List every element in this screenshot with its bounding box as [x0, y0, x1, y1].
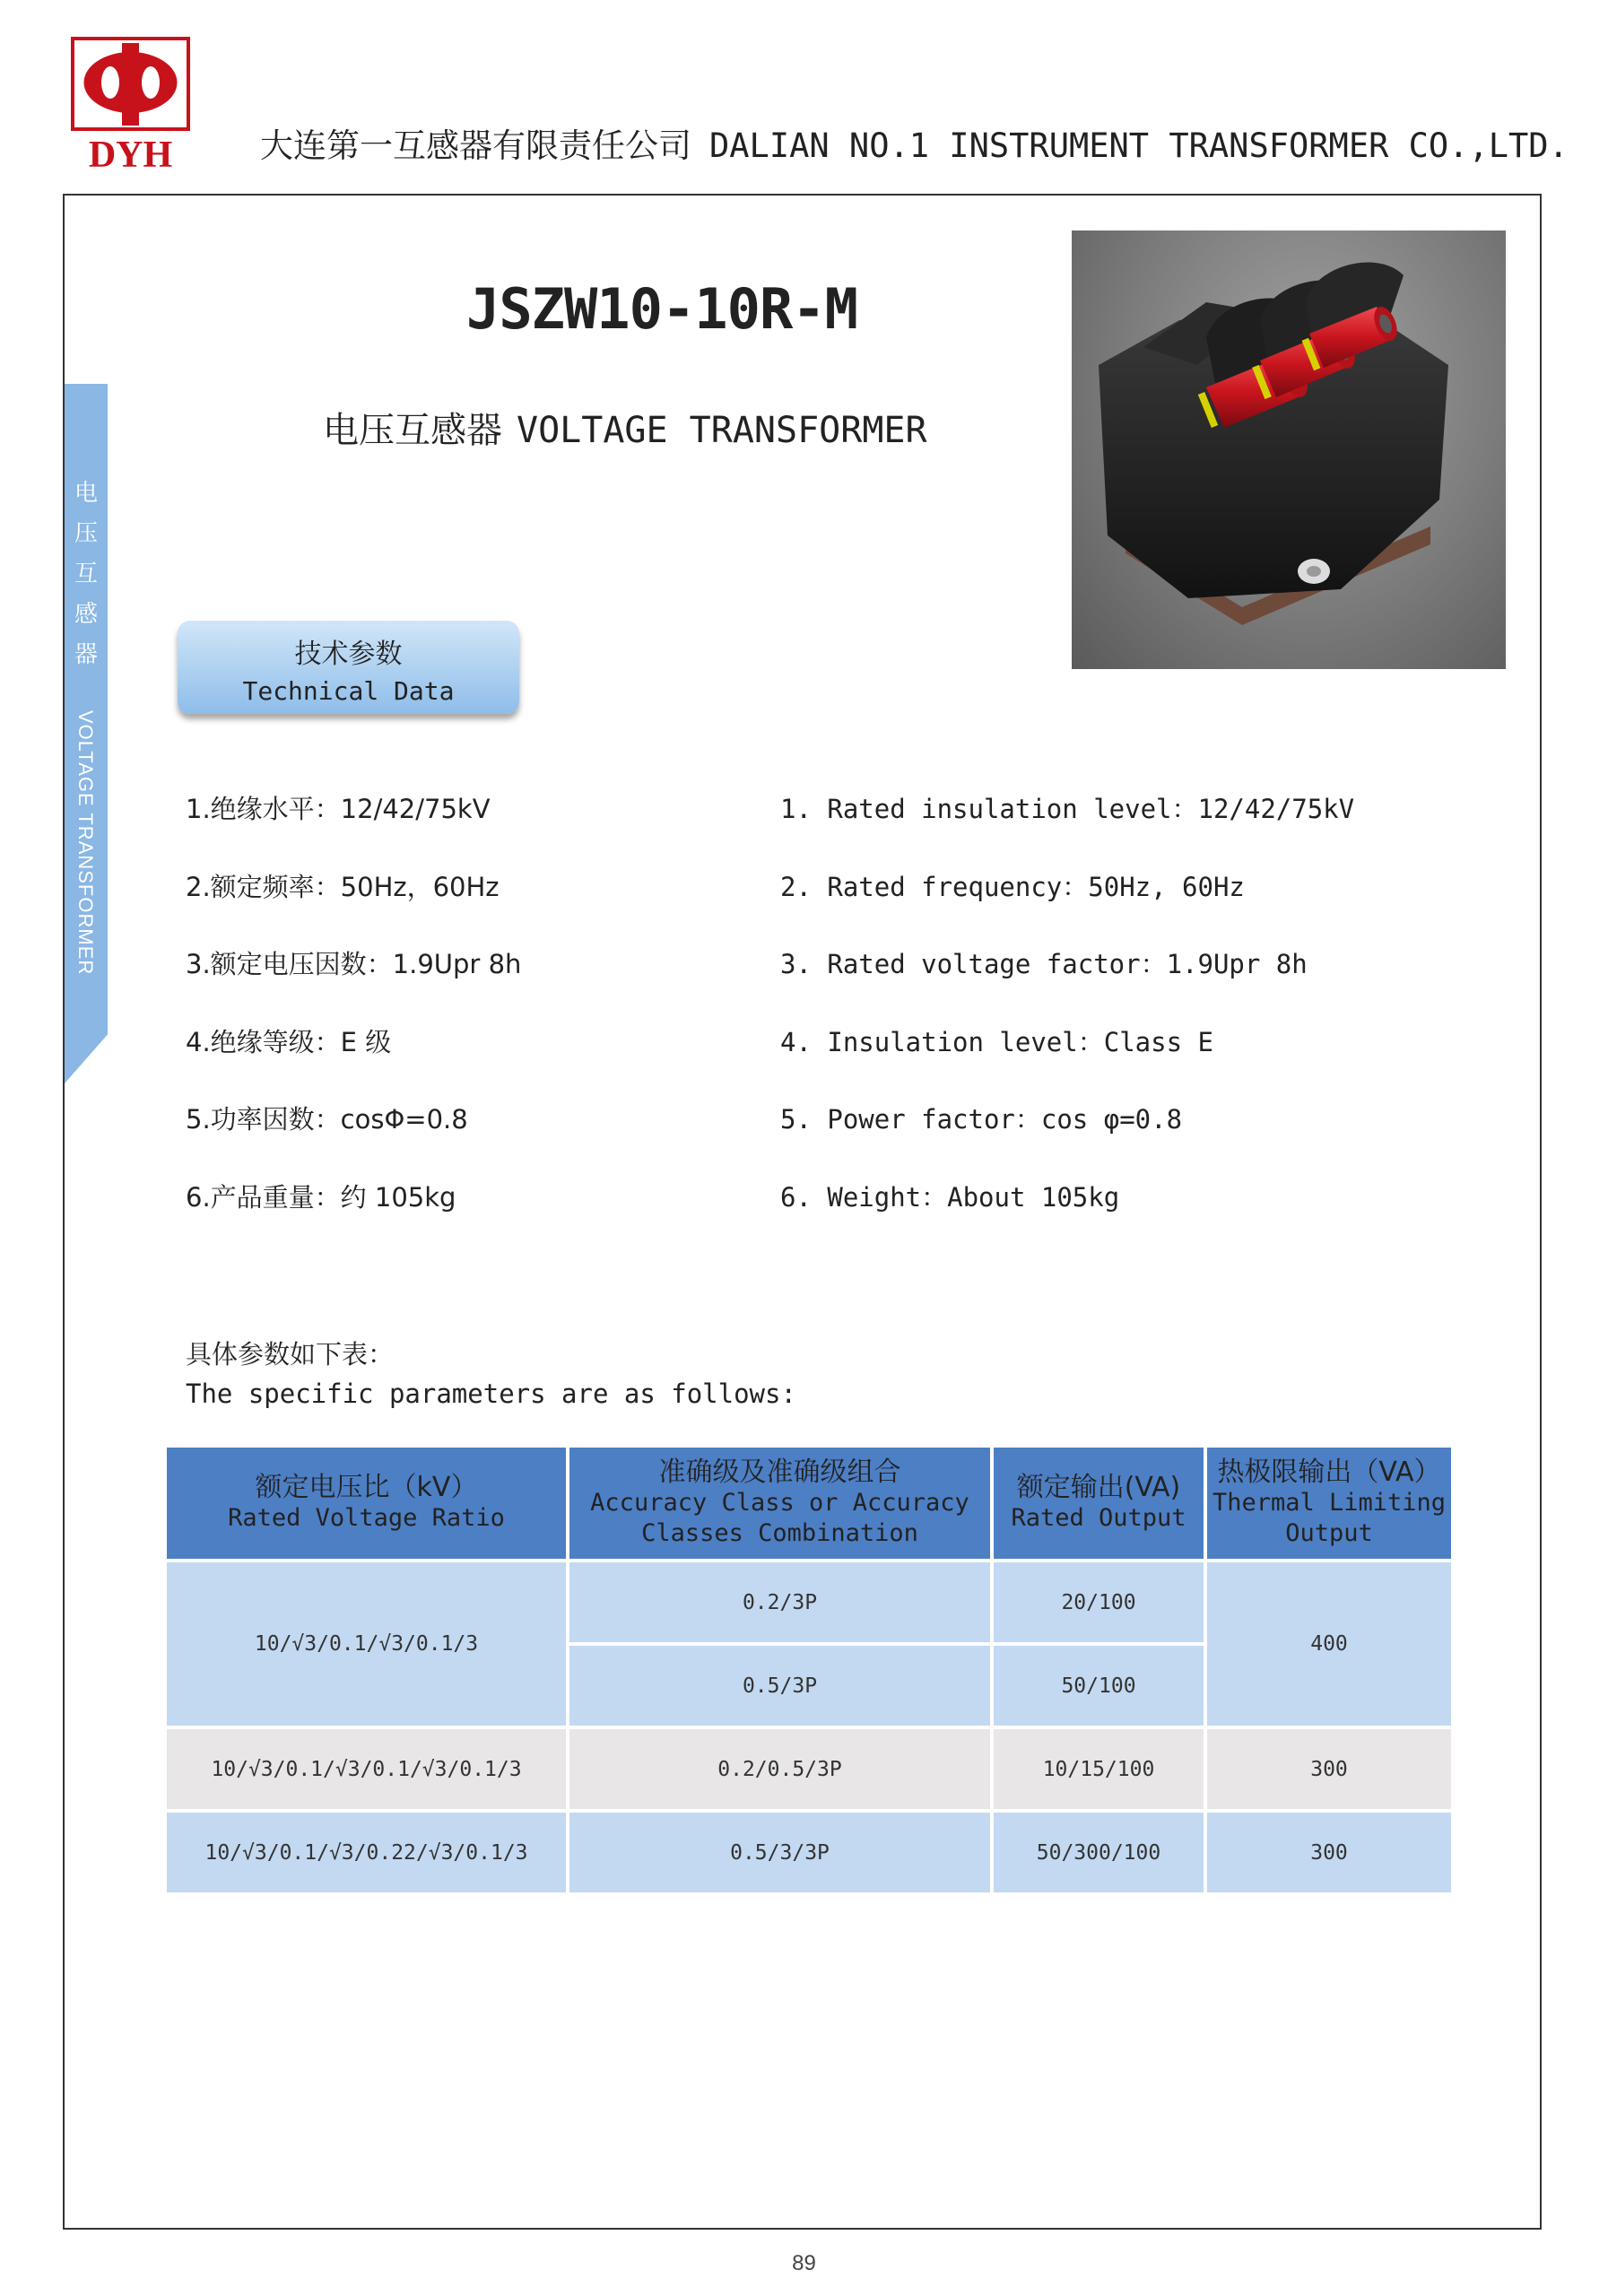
cell-output: 50/300/100 — [994, 1813, 1204, 1892]
param-cn-item: 1.绝缘水平：12/42/75kV — [186, 794, 491, 824]
cell-accuracy: 0.2/3P — [569, 1562, 990, 1642]
param-en-item: 6. Weight：About 105kg — [780, 1181, 1120, 1213]
param-en-item: 4. Insulation level：Class E — [780, 1026, 1213, 1057]
company-name — [260, 118, 1569, 167]
side-tab-char: 压 — [74, 520, 98, 547]
param-cn-item: 4.绝缘等级：E 级 — [186, 1026, 392, 1057]
param-en-item: 1. Rated insulation level：12/42/75kV — [780, 794, 1355, 824]
cell-output: 20/100 — [994, 1562, 1204, 1642]
cell-thermal: 400 — [1207, 1562, 1451, 1726]
header-thermal-limiting-output: 热极限输出（VA） Thermal Limiting Output — [1207, 1448, 1451, 1559]
param-cn-item: 3.额定电压因数：1.9Upr 8h — [186, 949, 522, 979]
param-cn-item: 2.额定频率：50Hz，60Hz — [186, 871, 500, 902]
table-intro-cn: 具体参数如下表： — [186, 1339, 395, 1370]
table-row — [167, 1813, 1451, 1892]
param-cn-item: 6.产品重量：约 105kg — [186, 1181, 456, 1213]
params-cn-list — [186, 789, 813, 1255]
cell-accuracy: 0.5/3P — [569, 1646, 990, 1726]
company-name-cn: 大连第一互感器有限责任公司 — [260, 126, 691, 165]
param-en-item: 2. Rated frequency：50Hz, 60Hz — [780, 871, 1245, 902]
header-rated-voltage-ratio: 额定电压比（kV） Rated Voltage Ratio — [167, 1448, 566, 1559]
side-tab-char: 感 — [74, 601, 98, 628]
side-tab-char: 互 — [74, 561, 98, 587]
header-accuracy-class: 准确级及准确级组合 Accuracy Class or Accuracy Classes Combination — [569, 1448, 990, 1559]
side-tab-en: VOLTAGE TRANSFORMER — [74, 710, 97, 976]
table-intro — [186, 1335, 796, 1413]
cell-ratio: 10/√3/0.1/√3/0.1/3 — [167, 1562, 566, 1726]
company-name-en: DALIAN NO.1 INSTRUMENT TRANSFORMER CO.,LTD. — [709, 126, 1569, 165]
technical-data-en: Technical Data — [242, 676, 455, 706]
side-tab-char: 器 — [74, 641, 98, 668]
header-rated-output: 额定输出(VA) Rated Output — [994, 1448, 1204, 1559]
cell-output: 50/100 — [994, 1646, 1204, 1726]
page-number: 89 — [792, 2251, 816, 2275]
cell-thermal: 300 — [1207, 1813, 1451, 1892]
product-subtitle-en: VOLTAGE TRANSFORMER — [517, 410, 927, 451]
technical-data-cn: 技术参数 — [294, 639, 403, 670]
product-subtitle-cn: 电压互感器 — [323, 410, 502, 451]
table-row — [167, 1729, 1451, 1809]
param-en-item: 3. Rated voltage factor：1.9Upr 8h — [780, 949, 1308, 979]
table-row — [167, 1562, 1451, 1642]
logo-text: DYH — [88, 135, 173, 172]
cell-output: 10/15/100 — [994, 1729, 1204, 1809]
param-en-item: 5. Power factor：cos φ=0.8 — [780, 1104, 1183, 1135]
table-header-row — [167, 1448, 1451, 1559]
side-tab-cn — [74, 474, 99, 675]
product-subtitle — [323, 402, 927, 453]
param-cn-item: 5.功率因数：cosΦ=0.8 — [186, 1104, 468, 1135]
table-intro-en: The specific parameters are as follows: — [186, 1378, 796, 1409]
company-logo — [70, 36, 191, 172]
params-en-list — [780, 789, 1408, 1255]
cell-thermal: 300 — [1207, 1729, 1451, 1809]
side-tab-char: 电 — [74, 480, 98, 507]
cell-ratio: 10/√3/0.1/√3/0.22/√3/0.1/3 — [167, 1813, 566, 1892]
spec-table — [163, 1444, 1455, 1896]
technical-data-badge — [178, 621, 519, 714]
cell-ratio: 10/√3/0.1/√3/0.1/√3/0.1/3 — [167, 1729, 566, 1809]
product-model: JSZW10-10R-M — [466, 276, 857, 342]
cell-accuracy: 0.5/3/3P — [569, 1813, 990, 1892]
product-photo — [1072, 230, 1506, 669]
cell-accuracy: 0.2/0.5/3P — [569, 1729, 990, 1809]
